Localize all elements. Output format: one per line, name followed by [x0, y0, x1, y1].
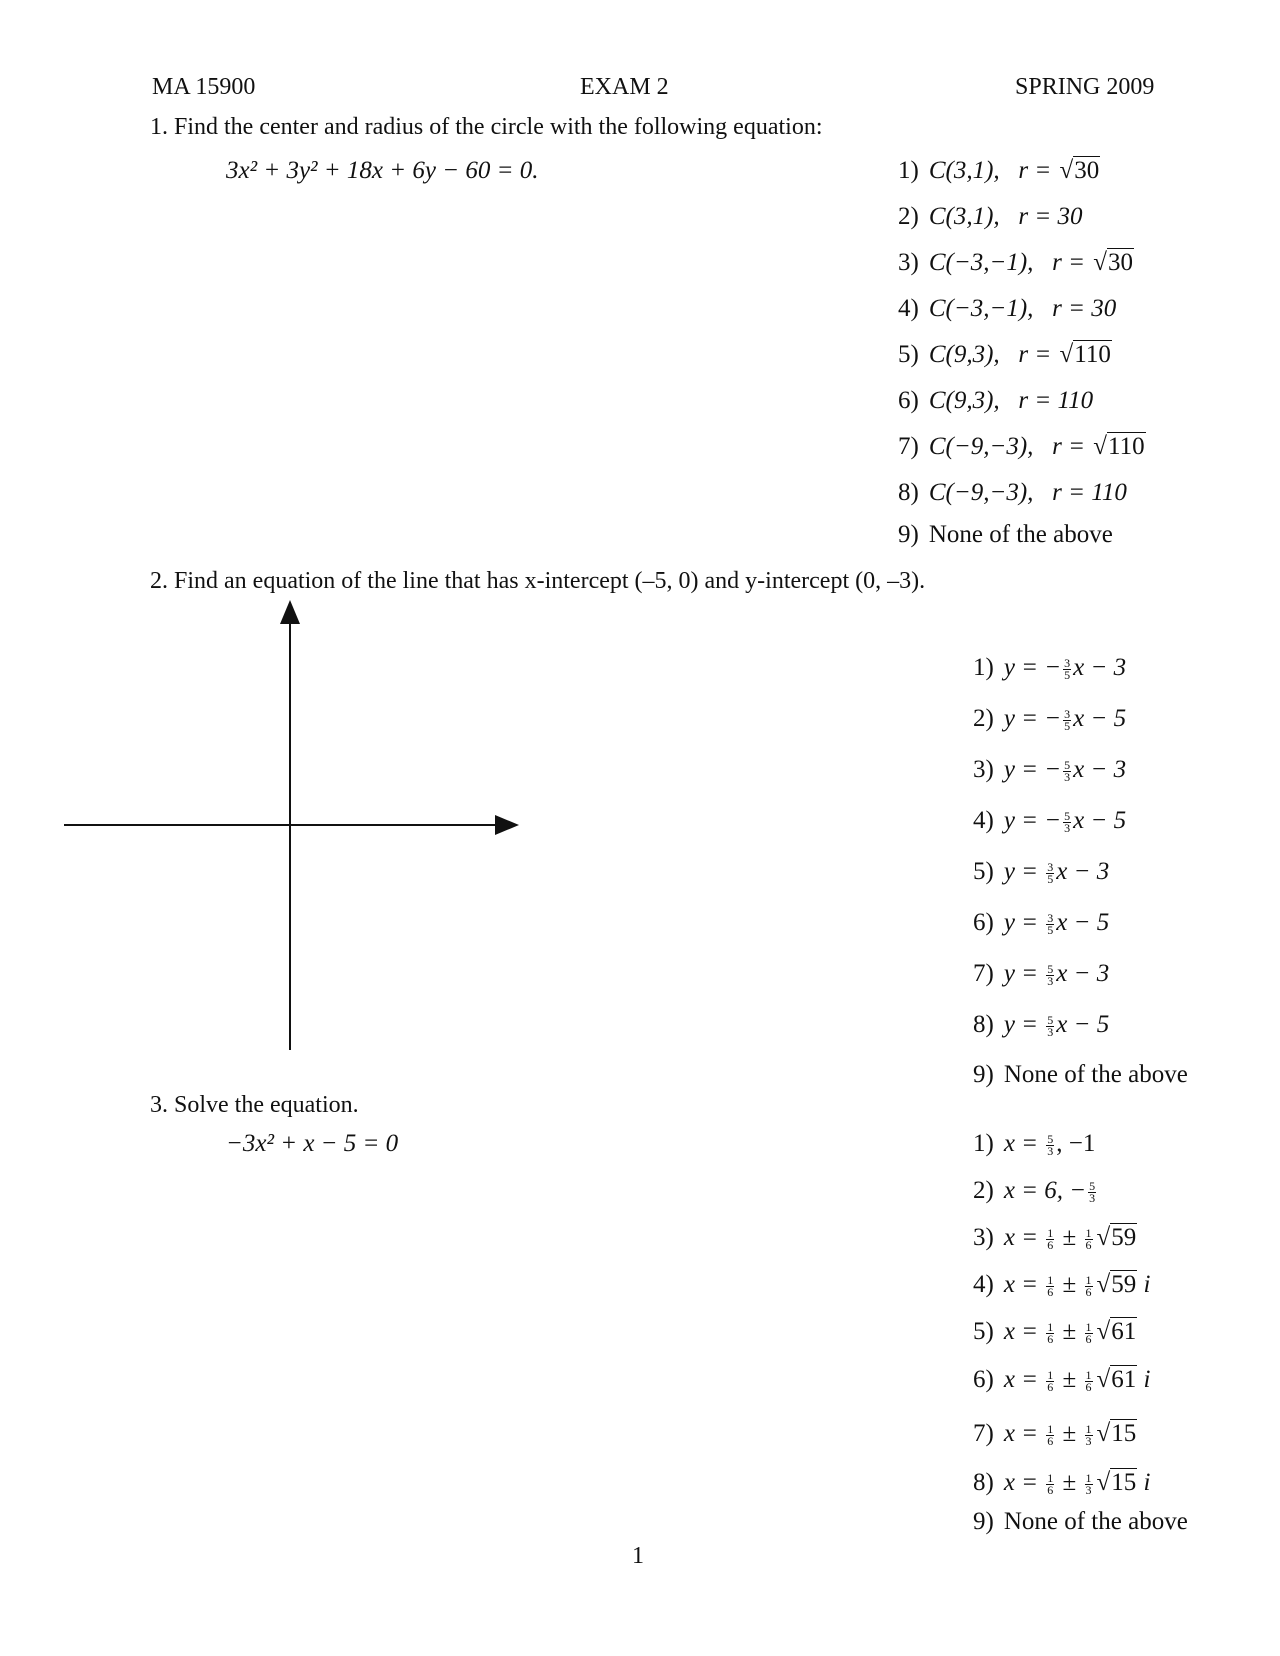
- option-number: 4): [973, 807, 994, 834]
- option-lhs: y = −: [1003, 807, 1062, 834]
- option-number: 8): [898, 479, 919, 506]
- option-number: 5): [898, 341, 919, 368]
- q3-option-4[interactable]: [973, 1271, 1150, 1299]
- option-rest: x − 3: [1073, 654, 1127, 681]
- fraction-denominator: 5: [1064, 667, 1071, 682]
- fraction-numerator: 3: [1064, 655, 1071, 670]
- option-radicand: 59: [1111, 1224, 1137, 1251]
- fraction-denominator: 3: [1085, 1482, 1092, 1497]
- fraction-numerator: 5: [1047, 961, 1054, 976]
- option-number: 2): [973, 705, 994, 732]
- fraction-denominator: 3: [1085, 1433, 1092, 1448]
- fraction-denominator: 5: [1047, 871, 1054, 886]
- fraction-denominator: 6: [1047, 1284, 1054, 1299]
- option-radicand: 110: [1108, 433, 1145, 460]
- option-center: C(−3,−1),: [928, 249, 1034, 276]
- radical-sign: √: [1096, 1318, 1111, 1345]
- fraction-denominator: 6: [1085, 1284, 1092, 1299]
- radical-sign: √: [1096, 1271, 1111, 1298]
- q1-option-2[interactable]: [898, 203, 1083, 231]
- option-radicand: 61: [1111, 1318, 1137, 1345]
- q3-option-6[interactable]: [973, 1366, 1150, 1394]
- fraction-numerator: 3: [1064, 706, 1071, 721]
- fraction-denominator: 6: [1085, 1379, 1092, 1394]
- plus-minus: ±: [1056, 1366, 1083, 1393]
- fraction-numerator: 1: [1047, 1319, 1054, 1334]
- q3-option-2[interactable]: [973, 1177, 1098, 1205]
- q1-option-7[interactable]: [898, 433, 1146, 461]
- radical-sign: √: [1096, 1420, 1111, 1447]
- option-lhs: y = −: [1003, 705, 1062, 732]
- fraction-denominator: 6: [1047, 1379, 1054, 1394]
- option-lhs: y =: [1003, 960, 1045, 987]
- option-center: C(−9,−3),: [928, 479, 1034, 506]
- option-radius-label: r =: [1018, 157, 1058, 184]
- option-number: 9): [898, 521, 919, 548]
- option-center: C(3,1),: [928, 203, 1000, 230]
- radical-sign: √: [1096, 1366, 1111, 1393]
- q2-option-1[interactable]: [973, 654, 1126, 682]
- option-center: C(9,3),: [928, 341, 1000, 368]
- fraction-denominator: 5: [1064, 718, 1071, 733]
- q1-option-6[interactable]: [898, 387, 1093, 415]
- option-text: None of the above: [1003, 1508, 1188, 1535]
- option-rest: x − 5: [1056, 1011, 1110, 1038]
- q2-option-9[interactable]: [973, 1061, 1188, 1089]
- fraction-numerator: 5: [1064, 757, 1071, 772]
- option-radicand: 110: [1074, 341, 1111, 368]
- option-rest: x − 5: [1056, 909, 1110, 936]
- option-number: 6): [973, 1366, 994, 1393]
- fraction-numerator: 1: [1085, 1421, 1092, 1436]
- fraction-numerator: 1: [1085, 1272, 1092, 1287]
- option-number: 7): [898, 433, 919, 460]
- fraction-denominator: 6: [1047, 1237, 1054, 1252]
- q1-prompt: 1. Find the center and radius of the circle with the following equation:: [150, 114, 823, 140]
- plus-minus: ±: [1056, 1469, 1083, 1496]
- fraction-denominator: 6: [1085, 1237, 1092, 1252]
- option-lhs: x =: [1003, 1271, 1045, 1298]
- option-rest: , −1: [1056, 1130, 1096, 1157]
- option-text: None of the above: [1003, 1061, 1188, 1088]
- q1-option-1[interactable]: [898, 157, 1100, 185]
- option-number: 5): [973, 858, 994, 885]
- plus-minus: ±: [1056, 1318, 1083, 1345]
- option-number: 7): [973, 1420, 994, 1447]
- option-number: 2): [898, 203, 919, 230]
- fraction-numerator: 3: [1047, 859, 1054, 874]
- option-number: 4): [898, 295, 919, 322]
- option-lhs: y =: [1003, 1011, 1045, 1038]
- radical-sign: √: [1093, 249, 1107, 276]
- option-number: 9): [973, 1508, 994, 1535]
- option-number: 3): [973, 1224, 994, 1251]
- fraction-numerator: 1: [1085, 1470, 1092, 1485]
- q3-prompt: 3. Solve the equation.: [150, 1092, 359, 1118]
- plus-minus: ±: [1056, 1224, 1083, 1251]
- fraction-numerator: 5: [1064, 808, 1071, 823]
- option-number: 5): [973, 1318, 994, 1345]
- option-radius: r = 110: [1052, 479, 1127, 506]
- option-number: 4): [973, 1271, 994, 1298]
- fraction-denominator: 3: [1047, 1143, 1054, 1158]
- fraction-denominator: 6: [1047, 1482, 1054, 1497]
- fraction-denominator: 3: [1089, 1190, 1096, 1205]
- term-label: SPRING 2009: [1015, 74, 1155, 100]
- option-center: C(−9,−3),: [928, 433, 1034, 460]
- option-radicand: 61: [1111, 1366, 1137, 1393]
- fraction-numerator: 1: [1085, 1225, 1092, 1240]
- q3-option-3[interactable]: [973, 1224, 1137, 1252]
- q2-option-5[interactable]: [973, 858, 1109, 886]
- option-number: 3): [898, 249, 919, 276]
- option-rest: x − 3: [1056, 960, 1110, 987]
- fraction-numerator: 1: [1047, 1421, 1054, 1436]
- q1-equation: 3x² + 3y² + 18x + 6y − 60 = 0.: [226, 157, 539, 184]
- imaginary-unit: i: [1137, 1271, 1151, 1298]
- option-rest: x − 5: [1073, 705, 1127, 732]
- option-lhs: x =: [1003, 1366, 1045, 1393]
- option-radicand: 30: [1074, 157, 1100, 184]
- q1-option-9[interactable]: [898, 521, 1113, 549]
- fraction-numerator: 1: [1047, 1272, 1054, 1287]
- option-lhs: x =: [1003, 1130, 1045, 1157]
- option-rest: x − 5: [1073, 807, 1127, 834]
- exam-title: EXAM 2: [580, 74, 669, 100]
- option-rest: x − 3: [1056, 858, 1110, 885]
- imaginary-unit: i: [1137, 1469, 1151, 1496]
- q2-option-3[interactable]: [973, 756, 1126, 784]
- plus-minus: ±: [1056, 1420, 1083, 1447]
- q1-option-4[interactable]: [898, 295, 1116, 323]
- fraction-numerator: 1: [1085, 1367, 1092, 1382]
- radical-sign: √: [1096, 1469, 1111, 1496]
- option-radicand: 59: [1111, 1271, 1137, 1298]
- fraction-numerator: 1: [1085, 1319, 1092, 1334]
- coordinate-axes: [60, 600, 520, 1060]
- q2-option-7[interactable]: [973, 960, 1109, 988]
- plus-minus: ±: [1056, 1271, 1083, 1298]
- radical-sign: √: [1093, 433, 1107, 460]
- q1-option-5[interactable]: [898, 341, 1112, 369]
- option-radius: r = 30: [1018, 203, 1083, 230]
- q3-option-5[interactable]: [973, 1318, 1137, 1346]
- q1-option-3[interactable]: [898, 249, 1134, 277]
- fraction-denominator: 6: [1085, 1331, 1092, 1346]
- option-center: C(3,1),: [928, 157, 1000, 184]
- option-text: None of the above: [928, 521, 1113, 548]
- course-code: MA 15900: [152, 74, 256, 100]
- fraction-numerator: 1: [1047, 1367, 1054, 1382]
- q2-option-2[interactable]: [973, 705, 1126, 733]
- option-radius-label: r =: [1018, 341, 1058, 368]
- q3-option-7[interactable]: [973, 1420, 1137, 1448]
- option-lhs: y = −: [1003, 756, 1062, 783]
- option-radicand: 15: [1111, 1469, 1137, 1496]
- option-radicand: 30: [1108, 249, 1133, 276]
- option-lhs: x =: [1003, 1469, 1045, 1496]
- fraction-numerator: 1: [1047, 1470, 1054, 1485]
- option-number: 1): [973, 654, 994, 681]
- page-number: 1: [632, 1543, 644, 1569]
- option-radius: r = 110: [1018, 387, 1094, 414]
- fraction-denominator: 3: [1047, 973, 1054, 988]
- option-number: 1): [973, 1130, 994, 1157]
- option-lhs: x =: [1003, 1224, 1045, 1251]
- imaginary-unit: i: [1137, 1366, 1151, 1393]
- fraction-numerator: 1: [1047, 1225, 1054, 1240]
- fraction-denominator: 6: [1047, 1331, 1054, 1346]
- q1-option-8[interactable]: [898, 479, 1127, 507]
- radical-sign: √: [1096, 1224, 1111, 1251]
- option-number: 7): [973, 960, 994, 987]
- option-radius-label: r =: [1052, 249, 1092, 276]
- option-lhs: y =: [1003, 909, 1045, 936]
- option-rest: x − 3: [1073, 756, 1127, 783]
- radical-sign: √: [1059, 341, 1074, 368]
- option-number: 2): [973, 1177, 994, 1204]
- q2-prompt: 2. Find an equation of the line that has x-intercept (–5, 0) and y-intercept (0, –3).: [150, 568, 926, 594]
- option-radius: r = 30: [1052, 295, 1117, 322]
- option-center: C(−3,−1),: [928, 295, 1034, 322]
- option-number: 6): [973, 909, 994, 936]
- option-lhs: y =: [1003, 858, 1045, 885]
- q2-option-4[interactable]: [973, 807, 1126, 835]
- option-radicand: 15: [1111, 1420, 1137, 1447]
- fraction-denominator: 3: [1064, 769, 1071, 784]
- fraction-denominator: 3: [1047, 1024, 1054, 1039]
- option-lhs: x = 6, −: [1003, 1177, 1087, 1204]
- option-number: 8): [973, 1469, 994, 1496]
- option-number: 9): [973, 1061, 994, 1088]
- fraction-denominator: 6: [1047, 1433, 1054, 1448]
- q3-equation: −3x² + x − 5 = 0: [226, 1130, 399, 1157]
- option-center: C(9,3),: [928, 387, 1000, 414]
- q3-option-8[interactable]: [973, 1469, 1150, 1497]
- q2-option-6[interactable]: [973, 909, 1109, 937]
- fraction-numerator: 5: [1089, 1178, 1096, 1193]
- option-radius-label: r =: [1052, 433, 1092, 460]
- fraction-numerator: 3: [1047, 910, 1054, 925]
- option-number: 3): [973, 756, 994, 783]
- fraction-numerator: 5: [1047, 1131, 1054, 1146]
- option-number: 1): [898, 157, 919, 184]
- q3-option-9[interactable]: [973, 1508, 1188, 1536]
- radical-sign: √: [1059, 157, 1074, 184]
- option-number: 6): [898, 387, 919, 414]
- fraction-numerator: 5: [1047, 1012, 1054, 1027]
- q3-option-1[interactable]: [973, 1130, 1095, 1158]
- q2-option-8[interactable]: [973, 1011, 1109, 1039]
- option-lhs: y = −: [1003, 654, 1062, 681]
- option-lhs: x =: [1003, 1318, 1045, 1345]
- fraction-denominator: 3: [1064, 820, 1071, 835]
- option-lhs: x =: [1003, 1420, 1045, 1447]
- fraction-denominator: 5: [1047, 922, 1054, 937]
- option-number: 8): [973, 1011, 994, 1038]
